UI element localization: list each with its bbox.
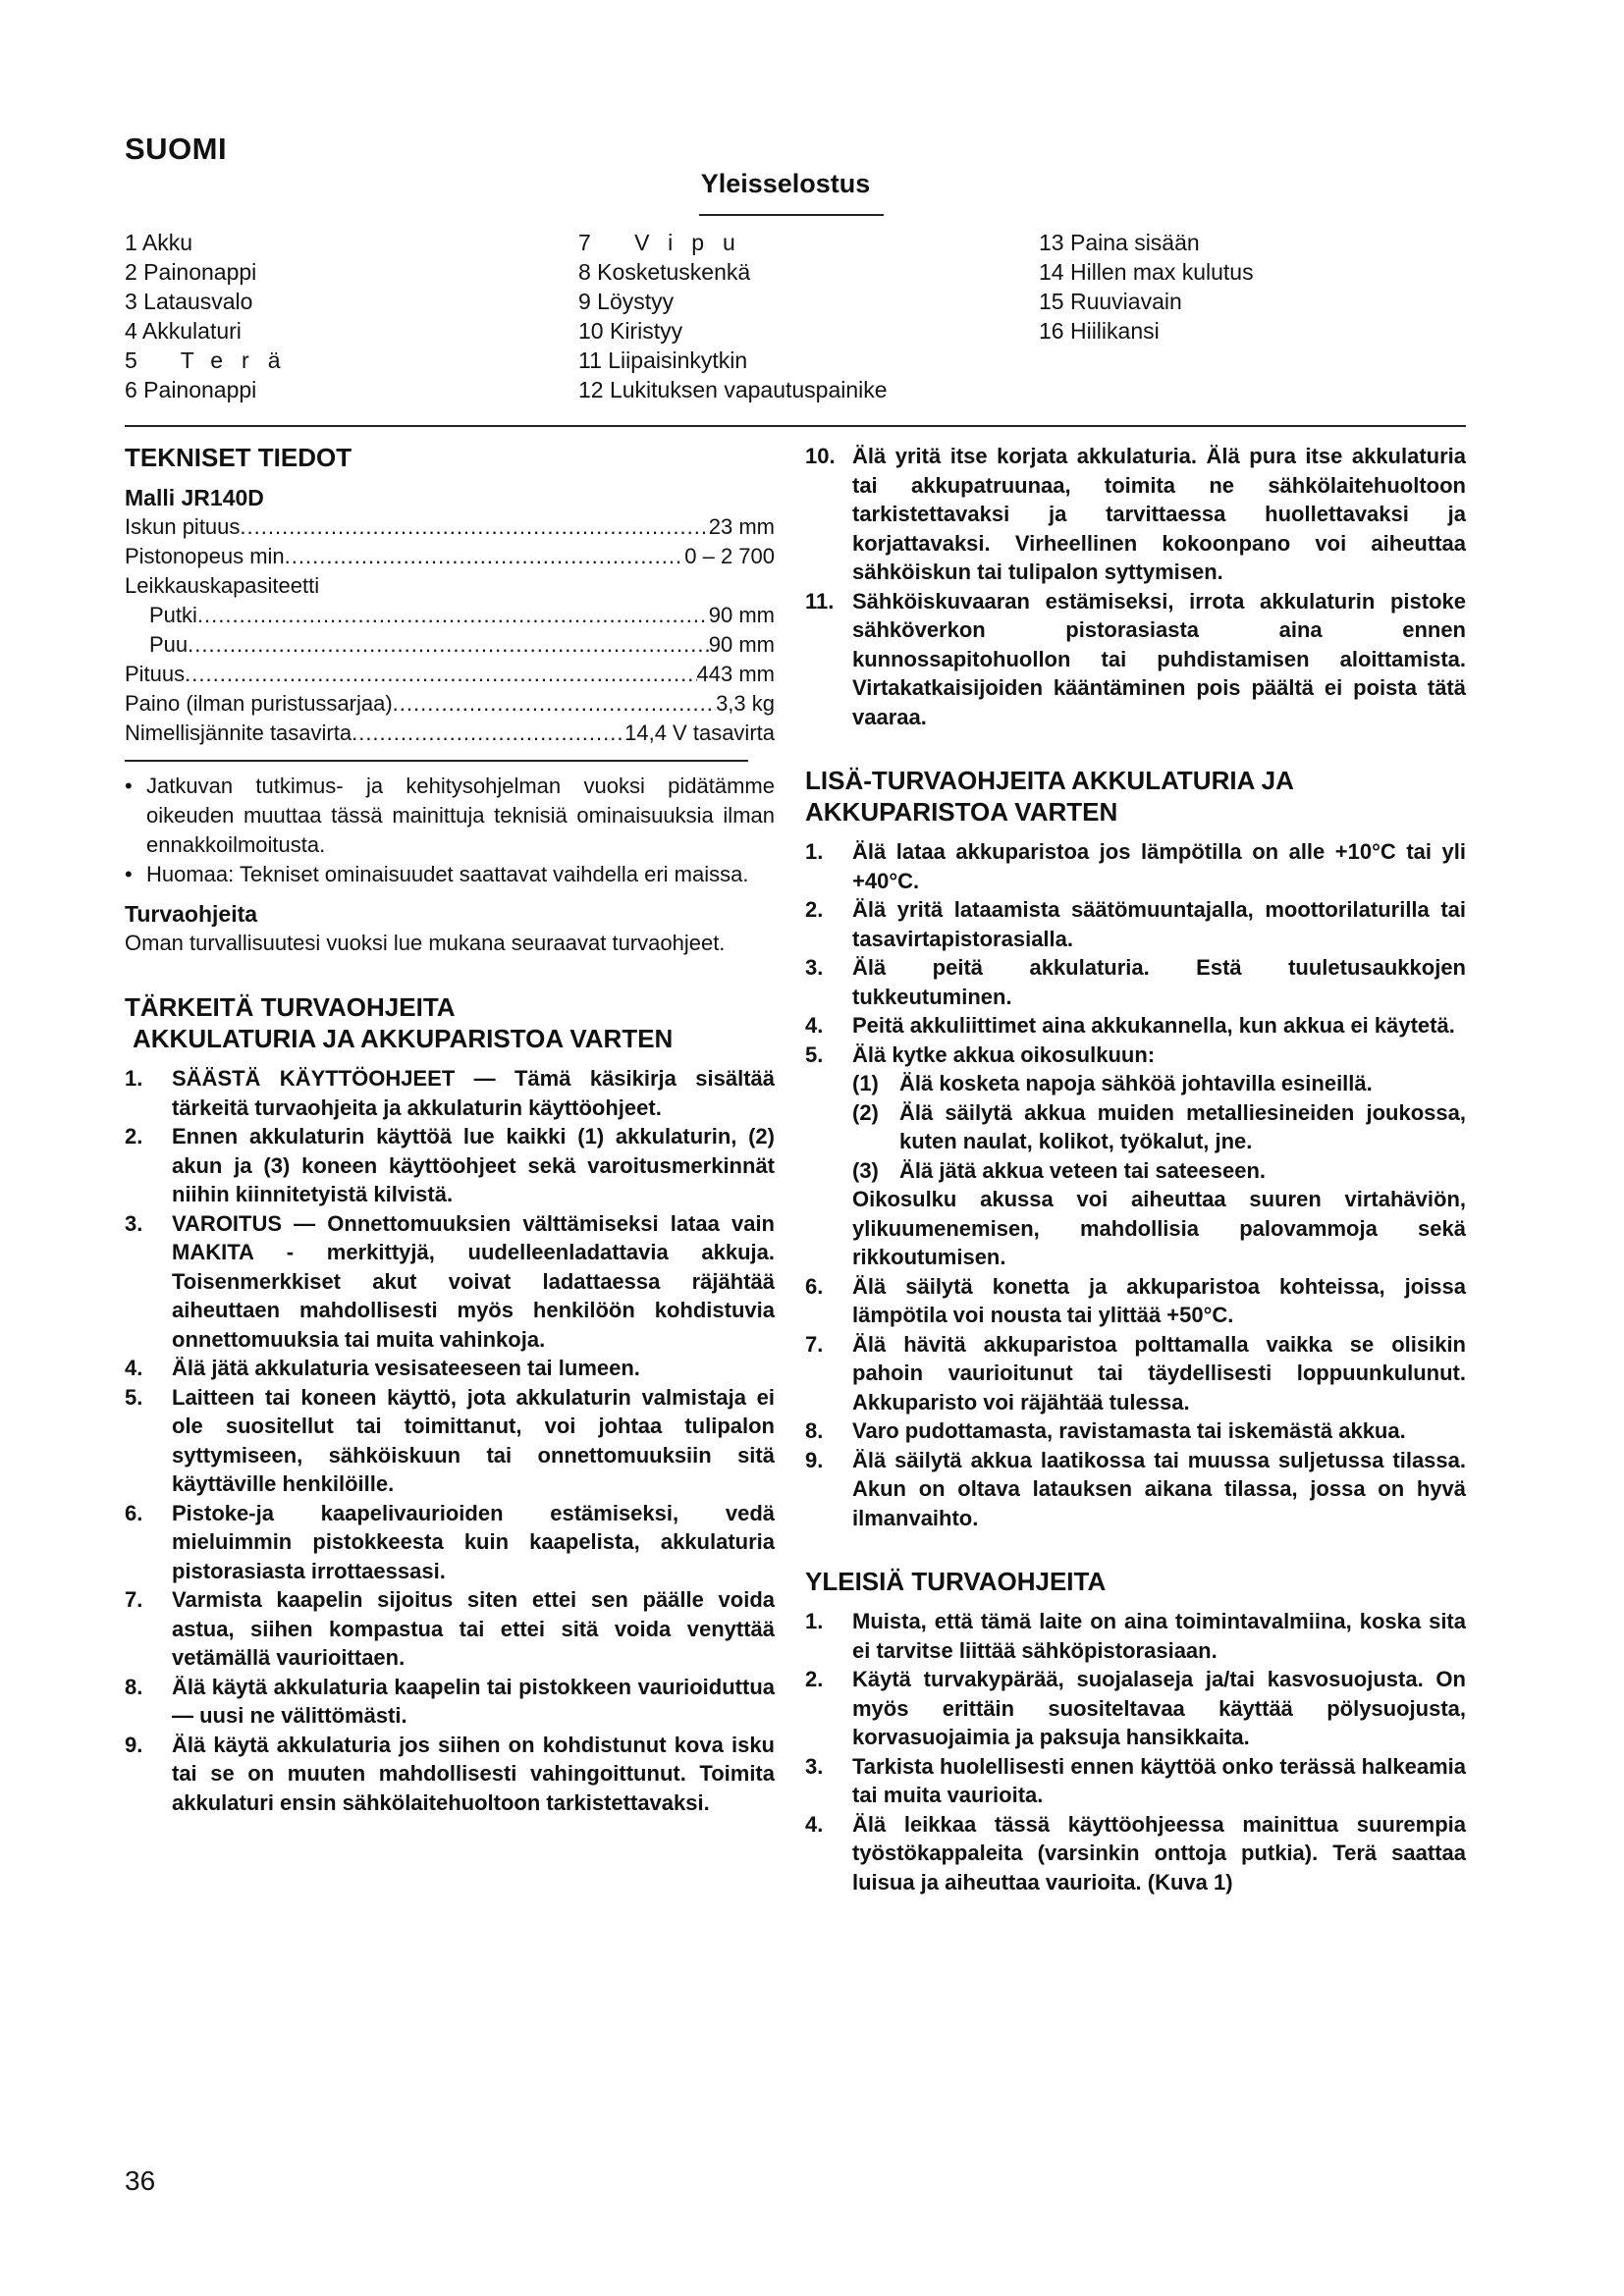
item-number: 3. — [805, 1753, 824, 1779]
item-text: Ennen akkulaturin käyttöä lue kaikki (1) akkulaturin, (2) akun ja (3) koneen käyttöohjeet sekä varoitusmerkinnät niihin kiinnitetyistä kilvistä. — [172, 1124, 775, 1206]
list-item — [125, 1064, 775, 1122]
spec-row — [125, 630, 775, 660]
spec-row — [125, 571, 775, 601]
safety-intro-title: Turvaohjeita — [125, 901, 258, 927]
item-number: 7. — [805, 1331, 824, 1357]
item-text: Käytä turvakypärää, suojalaseja ja/tai kasvosuojusta. On myös erittäin suositeltavaa käyttää pölysuojusta, korvasuojaimia ja paksuja hansikkaita. — [852, 1667, 1466, 1749]
list-item — [805, 1011, 1466, 1041]
sub-text: Älä säilytä akkua muiden metalliesineiden joukossa, kuten naulat, kolikot, työkalut, jne. — [899, 1099, 1466, 1153]
specs-title: TEKNISET TIEDOT — [125, 443, 352, 472]
spec-row — [125, 512, 775, 542]
item-text: Älä yritä lataamista säätömuuntajalla, moottorilaturilla tai tasavirtapistorasialla. — [852, 897, 1466, 951]
right-column — [805, 442, 1466, 1896]
item-number: 4. — [125, 1356, 143, 1380]
item-text: Älä peitä akkulaturia. Estä tuuletusaukkojen tukkeutuminen. — [852, 955, 1466, 1009]
spec-value: 14,4 V tasavirta — [624, 721, 775, 745]
short-circuit-note: Oikosulku akussa voi aiheuttaa suuren virtahäviön, ylikuumenemisen, mahdollisia palovammoja sekä rikkoutumisen. — [852, 1187, 1466, 1269]
left-column — [125, 442, 775, 1817]
model-name: Malli JR140D — [125, 485, 264, 510]
item-text: Peitä akkuliittimet aina akkukannella, kun akkua ei käytetä. — [852, 1013, 1455, 1038]
spec-label: Paino (ilman puristussarjaa) — [125, 691, 393, 716]
spec-row — [125, 542, 775, 571]
part-item: 3 Latausvalo — [125, 289, 253, 314]
item-number: 1. — [805, 839, 824, 864]
additional-title-line2: AKKUPARISTOA VARTEN — [805, 797, 1118, 827]
list-item — [125, 1354, 775, 1383]
part-item: 15 Ruuviavain — [1039, 289, 1182, 314]
bullet-icon: • — [125, 862, 133, 886]
list-item — [805, 1446, 1466, 1533]
spec-note — [125, 772, 775, 860]
spec-value: 90 mm — [708, 632, 775, 657]
part-item: 14 Hillen max kulutus — [1039, 259, 1254, 285]
item-number: 6. — [125, 1500, 143, 1525]
part-item: 11 Liipaisinkytkin — [578, 347, 748, 373]
bullet-icon: • — [125, 774, 133, 798]
item-number: 2. — [125, 1124, 143, 1148]
sub-number: (1) — [852, 1071, 879, 1095]
item-number: 11. — [805, 588, 835, 614]
list-item — [805, 442, 1466, 587]
part-item: 1 Akku — [125, 230, 193, 255]
list-item — [125, 1209, 775, 1355]
list-item — [805, 1041, 1466, 1070]
note-text: Huomaa: Tekniset ominaisuudet saattavat vaihdella eri maissa. — [146, 862, 749, 886]
spec-row — [125, 660, 775, 689]
item-number: 8. — [125, 1674, 143, 1699]
list-item — [125, 1673, 775, 1731]
part-item: 4 Akkulaturi — [125, 318, 242, 344]
item-number: 3. — [805, 955, 824, 980]
spec-value: 3,3 kg — [716, 691, 775, 716]
spec-label: Pistonopeus min — [125, 544, 285, 568]
list-item — [125, 1731, 775, 1818]
list-item — [805, 1607, 1466, 1665]
part-item: 10 Kiristyy — [578, 318, 683, 344]
item-number: 9. — [805, 1447, 824, 1472]
list-item — [805, 1752, 1466, 1810]
additional-title-line1: LISÄ-TURVAOHJEITA AKKULATURIA JA — [805, 766, 1294, 795]
item-text: Varmista kaapelin sijoitus siten ettei sen päälle voida astua, siihen kompastua tai ettei sitä voida venyttää vetämällä vaurioittaen. — [172, 1587, 775, 1670]
list-item — [805, 1416, 1466, 1446]
spec-value: 90 mm — [708, 603, 775, 627]
spec-label: Nimellisjännite tasavirta — [125, 721, 352, 745]
page-number: 36 — [125, 2165, 156, 2196]
item-number: 4. — [805, 1013, 824, 1038]
sub-text: Älä kosketa napoja sähköä johtavilla esineillä. — [899, 1071, 1373, 1095]
item-number: 5. — [805, 1041, 824, 1067]
item-number: 6. — [805, 1273, 824, 1299]
title-underline — [699, 214, 884, 216]
item-number: 10. — [805, 444, 836, 468]
language-heading: SUOMI — [125, 132, 228, 166]
item-text: Älä kytke akkua oikosulkuun: — [852, 1041, 1156, 1067]
spec-row — [125, 689, 775, 719]
sub-item — [805, 1156, 1466, 1186]
list-item — [805, 895, 1466, 953]
item-text: Älä leikkaa tässä käyttöohjeessa mainittua suurempia työstökappaleita (varsinkin onttoja putkia). Terä saattaa luisua ja aiheuttaa vaurioita. (Kuva 1) — [852, 1811, 1466, 1895]
item-number: 2. — [805, 1667, 824, 1691]
parts-list-col3 — [1039, 228, 1254, 346]
item-number: 4. — [805, 1811, 824, 1837]
sub-number: (3) — [852, 1157, 879, 1183]
item-number: 1. — [125, 1066, 143, 1091]
item-text: Älä jätä akkulaturia vesisateeseen tai lumeen. — [172, 1356, 640, 1380]
item-number: 2. — [805, 897, 824, 922]
list-item — [805, 837, 1466, 895]
spec-label: Leikkauskapasiteetti — [125, 573, 320, 598]
spec-row — [125, 601, 775, 630]
item-text: VAROITUS — Onnettomuuksien välttämiseksi lataa vain MAKITA - merkittyjä, uudelleenladattavia akkuja. Toisenmerkkiset akut voivat ladattaessa räjähtää aiheuttaen mahdollisesti myös henkilöön kohdistuvia onnettomuuksia tai muita vahinkoja. — [172, 1210, 775, 1352]
sub-number: (2) — [852, 1099, 879, 1125]
part-item: 9 Löystyy — [578, 289, 675, 314]
important-title-line2: AKKULATURIA JA AKKUPARISTOA VARTEN — [133, 1024, 674, 1053]
parts-list-col1 — [125, 228, 299, 404]
list-item — [125, 1122, 775, 1209]
spec-label: Puu — [149, 632, 189, 657]
part-item: 8 Kosketuskenkä — [578, 259, 751, 285]
spec-row — [125, 719, 775, 748]
part-item: 7 Vipu — [578, 230, 754, 255]
part-item: 13 Paina sisään — [1039, 230, 1200, 255]
sub-text: Älä jätä akkua veteen tai sateeseen. — [899, 1157, 1266, 1183]
item-number: 3. — [125, 1210, 143, 1236]
item-number: 8. — [805, 1418, 824, 1443]
sub-item — [805, 1069, 1466, 1098]
parts-list-col2 — [578, 228, 888, 404]
item-number: 5. — [125, 1384, 143, 1410]
part-item: 2 Painonappi — [125, 259, 257, 285]
spec-value: 23 mm — [708, 514, 775, 539]
item-text: Älä lataa akkuparistoa jos lämpötilla on alle +10°C tai yli +40°C. — [852, 839, 1466, 893]
list-item — [125, 1585, 775, 1673]
item-number: 7. — [125, 1587, 143, 1612]
spec-label: Putki — [149, 603, 197, 627]
item-text: Älä säilytä akkua laatikossa tai muussa suljetussa tilassa. Akun on oltava latauksen aikana tilassa, jossa on hyvä ilmanvaihto. — [852, 1447, 1466, 1530]
item-text: Älä säilytä konetta ja akkuparistoa kohteissa, joissa lämpötila voi nousta tai ylittää +50°C. — [852, 1273, 1466, 1327]
note-text: Jatkuvan tutkimus- ja kehitysohjelman vuoksi pidätämme oikeuden muuttaa tässä mainittuja teknisiä ominaisuuksia ilman ennakkoilmoitusta. — [146, 774, 775, 857]
item-number: 9. — [125, 1732, 143, 1757]
list-item — [125, 1499, 775, 1586]
part-item: 12 Lukituksen vapautuspainike — [578, 377, 888, 402]
item-text: Älä käytä akkulaturia jos siihen on kohdistunut kova isku tai se on muuten mahdollisesti vahingoittunut. Toimita akkulaturi ensin sähkölaitehuoltoon tarkistettavaksi. — [172, 1732, 775, 1815]
important-title-line1: TÄRKEITÄ TURVAOHJEITA — [125, 992, 456, 1022]
list-item — [805, 953, 1466, 1011]
spec-value: 0 – 2 700 — [684, 544, 775, 568]
item-text: Laitteen tai koneen käyttö, jota akkulaturin valmistaja ei ole suositellut tai toimittanut, voi johtaa tulipalon syttymiseen, sähköiskuun tai onnettomuuksiin sitä käyttäville henkilöille. — [172, 1384, 775, 1496]
item-text: Pistoke-ja kaapelivaurioiden estämiseksi, vedä mieluimmin pistokkeesta kuin kaapelista, akkulaturia pistorasiasta irrottaessasi. — [172, 1500, 775, 1583]
item-text: Tarkista huolellisesti ennen käyttöä onko terässä halkeamia tai muita vaurioita. — [852, 1753, 1466, 1807]
spec-label: Iskun pituus — [125, 514, 241, 539]
section-title: Yleisselostus — [700, 169, 871, 198]
spec-note — [125, 860, 775, 889]
item-number: 1. — [805, 1609, 824, 1633]
list-item — [805, 1810, 1466, 1897]
specs-divider — [125, 760, 748, 762]
item-text: Sähköiskuvaaran estämiseksi, irrota akkulaturin pistoke sähköverkon pistorasiasta aina ennen kunnossapitohuollon tai puhdistamisen aloittamista. Virtakatkaisijoiden kääntäminen pois päältä ei poista tätä vaaraa. — [852, 588, 1466, 729]
list-item — [125, 1383, 775, 1499]
item-text: Älä käytä akkulaturia kaapelin tai pistokkeen vaurioiduttua — uusi ne välittömästi. — [172, 1674, 775, 1728]
item-text: Älä yritä itse korjata akkulaturia. Älä pura itse akkulaturia tai akkupatruunaa, toimita ne sähkölaitehuoltoon tarkistettavaksi ja tarvittaessa huollettavaksi ja korjattavaksi. Virheellinen kokoonpano voi aiheuttaa sähköiskun tai tulipalon syttymisen. — [852, 444, 1466, 584]
list-item — [805, 1665, 1466, 1752]
item-text: SÄÄSTÄ KÄYTTÖOHJEET — Tämä käsikirja sisältää tärkeitä turvaohjeita ja akkulaturin käyttöohjeet. — [172, 1066, 775, 1120]
part-item: 6 Painonappi — [125, 377, 257, 402]
item-text: Varo pudottamasta, ravistamasta tai iskemästä akkua. — [852, 1418, 1406, 1443]
sub-item — [805, 1098, 1466, 1156]
header-divider — [125, 425, 1466, 427]
spec-label: Pituus — [125, 662, 186, 686]
part-item: 5 Terä — [125, 347, 299, 373]
item-text: Muista, että tämä laite on aina toimintavalmiina, koska sita ei tarvitse liittää sähköpistorasiaan. — [852, 1609, 1466, 1663]
spec-value: 443 mm — [696, 662, 775, 686]
safety-intro-text: Oman turvallisuutesi vuoksi lue mukana seuraavat turvaohjeet. — [125, 931, 726, 955]
item-text: Älä hävitä akkuparistoa polttamalla vaikka se olisikin pahoin vaurioitunut tai täydellisesti loppuunkulunut. Akkuparisto voi räjähtää tulessa. — [852, 1331, 1466, 1415]
list-item — [805, 1330, 1466, 1417]
list-item — [805, 1272, 1466, 1330]
part-item: 16 Hiilikansi — [1039, 318, 1160, 344]
list-item — [805, 587, 1466, 732]
general-title: YLEISIÄ TURVAOHJEITA — [805, 1567, 1107, 1596]
